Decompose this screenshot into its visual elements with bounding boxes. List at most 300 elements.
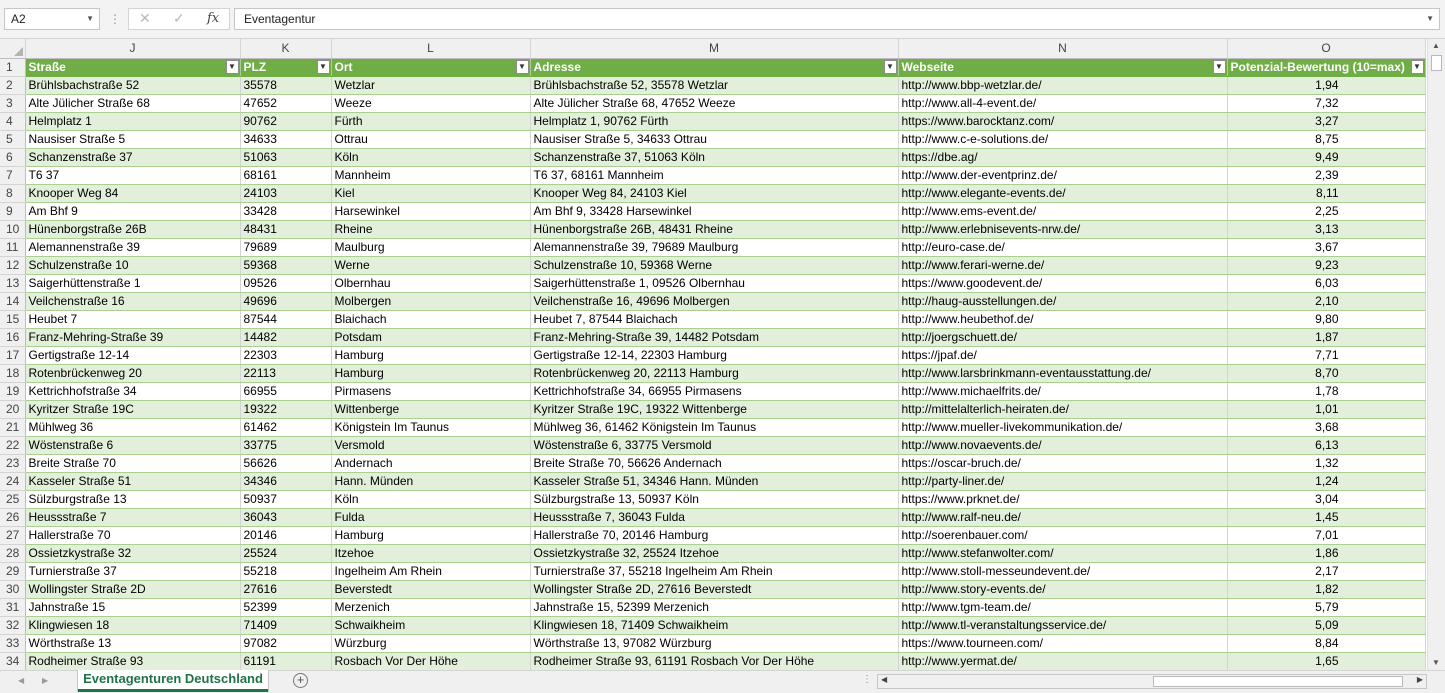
cell-webseite[interactable]: http://www.yermat.de/	[898, 652, 1227, 670]
table-row	[0, 598, 1425, 616]
cell-adresse[interactable]: Schanzenstraße 37, 51063 Köln	[530, 148, 898, 166]
cell-strasse[interactable]: Hallerstraße 70	[25, 526, 240, 544]
cell-webseite[interactable]: http://www.ferari-werne.de/	[898, 256, 1227, 274]
cell-adresse[interactable]: Heubet 7, 87544 Blaichach	[530, 310, 898, 328]
row-number[interactable]: 5	[0, 130, 25, 148]
row-number[interactable]: 24	[0, 472, 25, 490]
cell-ort[interactable]: Fürth	[331, 112, 530, 130]
cell-webseite[interactable]: http://www.elegante-events.de/	[898, 184, 1227, 202]
filter-dropdown-icon[interactable]: ▼	[884, 60, 897, 74]
header-label: Adresse	[533, 59, 581, 74]
next-sheet-icon[interactable]: ▶	[42, 676, 49, 685]
table-row	[0, 400, 1425, 418]
row-number[interactable]: 10	[0, 220, 25, 238]
cell-adresse[interactable]: Turnierstraße 37, 55218 Ingelheim Am Rhein	[530, 562, 898, 580]
header-cell-strasse[interactable]	[25, 58, 240, 76]
select-all-button[interactable]	[0, 39, 25, 58]
cell-plz[interactable]: 22303	[240, 346, 331, 364]
filter-dropdown-icon[interactable]: ▼	[226, 60, 239, 74]
sheet-table	[0, 39, 1426, 670]
cell-bewertung[interactable]: 9,49	[1227, 148, 1425, 166]
header-cell-adresse[interactable]	[530, 58, 898, 76]
cell-ort[interactable]: Kiel	[331, 184, 530, 202]
cell-plz[interactable]: 61191	[240, 652, 331, 670]
cell-bewertung[interactable]: 2,39	[1227, 166, 1425, 184]
table-row	[0, 562, 1425, 580]
row-number[interactable]: 31	[0, 598, 25, 616]
cell-strasse[interactable]: Mühlweg 36	[25, 418, 240, 436]
table-row	[0, 76, 1425, 94]
cell-plz[interactable]: 34633	[240, 130, 331, 148]
row-number[interactable]: 19	[0, 382, 25, 400]
cell-ort[interactable]: Harsewinkel	[331, 202, 530, 220]
cell-plz[interactable]: 56626	[240, 454, 331, 472]
cell-ort[interactable]: Hamburg	[331, 526, 530, 544]
cell-ort[interactable]: Olbernhau	[331, 274, 530, 292]
cell-ort[interactable]: Potsdam	[331, 328, 530, 346]
cell-plz[interactable]: 14482	[240, 328, 331, 346]
cell-strasse[interactable]: Alte Jülicher Straße 68	[25, 94, 240, 112]
cell-bewertung[interactable]: 1,24	[1227, 472, 1425, 490]
row-number[interactable]: 6	[0, 148, 25, 166]
cell-webseite[interactable]: http://www.erlebnisevents-nrw.de/	[898, 220, 1227, 238]
cell-webseite[interactable]: http://soerenbauer.com/	[898, 526, 1227, 544]
filter-dropdown-icon[interactable]: ▼	[516, 60, 529, 74]
cell-ort[interactable]: Itzehoe	[331, 544, 530, 562]
cell-bewertung[interactable]: 8,75	[1227, 130, 1425, 148]
cell-adresse[interactable]: Kyritzer Straße 19C, 19322 Wittenberge	[530, 400, 898, 418]
cell-adresse[interactable]: Wollingster Straße 2D, 27616 Beverstedt	[530, 580, 898, 598]
cell-webseite[interactable]: https://jpaf.de/	[898, 346, 1227, 364]
cell-webseite[interactable]: http://www.tgm-team.de/	[898, 598, 1227, 616]
cell-plz[interactable]: 25524	[240, 544, 331, 562]
row-number[interactable]: 4	[0, 112, 25, 130]
table-row	[0, 310, 1425, 328]
more-options-icon[interactable]: ⋮	[109, 12, 120, 26]
cell-plz[interactable]: 59368	[240, 256, 331, 274]
cell-adresse[interactable]: Schulzenstraße 10, 59368 Werne	[530, 256, 898, 274]
table-row	[0, 364, 1425, 382]
cell-plz[interactable]: 20146	[240, 526, 331, 544]
cell-webseite[interactable]: http://www.all-4-event.de/	[898, 94, 1227, 112]
filter-dropdown-icon[interactable]: ▼	[317, 60, 330, 74]
cell-strasse[interactable]: Sülzburgstraße 13	[25, 490, 240, 508]
cell-webseite[interactable]: http://www.ems-event.de/	[898, 202, 1227, 220]
cell-adresse[interactable]: Kasseler Straße 51, 34346 Hann. Münden	[530, 472, 898, 490]
row-number[interactable]: 21	[0, 418, 25, 436]
cell-strasse[interactable]: Heussstraße 7	[25, 508, 240, 526]
scroll-left-icon[interactable]: ◀	[881, 675, 888, 684]
cell-strasse[interactable]: Saigerhüttenstraße 1	[25, 274, 240, 292]
cell-ort[interactable]: Hamburg	[331, 346, 530, 364]
cell-webseite[interactable]: https://oscar-bruch.de/	[898, 454, 1227, 472]
column-header-j[interactable]: J	[25, 39, 240, 58]
cell-bewertung[interactable]: 7,01	[1227, 526, 1425, 544]
cell-plz[interactable]: 52399	[240, 598, 331, 616]
cell-strasse[interactable]: Wollingster Straße 2D	[25, 580, 240, 598]
cell-webseite[interactable]: http://www.story-events.de/	[898, 580, 1227, 598]
cell-strasse[interactable]: Hünenborgstraße 26B	[25, 220, 240, 238]
row-number[interactable]: 1	[0, 58, 25, 76]
insert-function-icon[interactable]: fx	[207, 11, 220, 26]
cell-adresse[interactable]: Nausiser Straße 5, 34633 Ottrau	[530, 130, 898, 148]
table-row	[0, 166, 1425, 184]
header-cell-bewertung[interactable]	[1227, 58, 1425, 76]
row-number[interactable]: 22	[0, 436, 25, 454]
cell-bewertung[interactable]: 1,94	[1227, 76, 1425, 94]
chevron-down-icon[interactable]: ▼	[86, 14, 94, 23]
row-number[interactable]: 14	[0, 292, 25, 310]
cell-plz[interactable]: 51063	[240, 148, 331, 166]
cell-webseite[interactable]: http://www.bbp-wetzlar.de/	[898, 76, 1227, 94]
cell-webseite[interactable]: http://www.mueller-livekommunikation.de/	[898, 418, 1227, 436]
cell-bewertung[interactable]: 6,13	[1227, 436, 1425, 454]
cell-bewertung[interactable]: 8,11	[1227, 184, 1425, 202]
cell-ort[interactable]: Wittenberge	[331, 400, 530, 418]
cell-webseite[interactable]: http://party-liner.de/	[898, 472, 1227, 490]
cell-adresse[interactable]: Jahnstraße 15, 52399 Merzenich	[530, 598, 898, 616]
cell-plz[interactable]: 09526	[240, 274, 331, 292]
cell-bewertung[interactable]: 3,13	[1227, 220, 1425, 238]
cell-strasse[interactable]: Kettrichhofstraße 34	[25, 382, 240, 400]
cell-webseite[interactable]: http://www.stefanwolter.com/	[898, 544, 1227, 562]
cell-plz[interactable]: 49696	[240, 292, 331, 310]
cell-bewertung[interactable]: 5,09	[1227, 616, 1425, 634]
cell-adresse[interactable]: Heussstraße 7, 36043 Fulda	[530, 508, 898, 526]
cell-bewertung[interactable]: 2,10	[1227, 292, 1425, 310]
cell-adresse[interactable]: Am Bhf 9, 33428 Harsewinkel	[530, 202, 898, 220]
cell-bewertung[interactable]: 8,84	[1227, 634, 1425, 652]
row-number[interactable]: 25	[0, 490, 25, 508]
cell-webseite[interactable]: https://www.barocktanz.com/	[898, 112, 1227, 130]
cell-webseite[interactable]: http://joergschuett.de/	[898, 328, 1227, 346]
sheet-tab-eventagenturen[interactable]: Eventagenturen Deutschland	[78, 670, 268, 692]
cell-plz[interactable]: 87544	[240, 310, 331, 328]
cell-plz[interactable]: 35578	[240, 76, 331, 94]
scroll-down-icon[interactable]: ▼	[1432, 658, 1440, 667]
cell-strasse[interactable]: Wörthstraße 13	[25, 634, 240, 652]
row-number[interactable]: 23	[0, 454, 25, 472]
cell-ort[interactable]: Mannheim	[331, 166, 530, 184]
cell-plz[interactable]: 36043	[240, 508, 331, 526]
cell-strasse[interactable]: Schanzenstraße 37	[25, 148, 240, 166]
cell-bewertung[interactable]: 2,25	[1227, 202, 1425, 220]
cell-ort[interactable]: Ottrau	[331, 130, 530, 148]
table-header-row	[0, 58, 1425, 76]
cell-plz[interactable]: 19322	[240, 400, 331, 418]
cell-adresse[interactable]: Rodheimer Straße 93, 61191 Rosbach Vor Der Höhe	[530, 652, 898, 670]
row-number[interactable]: 20	[0, 400, 25, 418]
cell-adresse[interactable]: Gertigstraße 12-14, 22303 Hamburg	[530, 346, 898, 364]
cell-ort[interactable]: Molbergen	[331, 292, 530, 310]
cell-ort[interactable]: Hamburg	[331, 364, 530, 382]
cell-ort[interactable]: Andernach	[331, 454, 530, 472]
row-number[interactable]: 30	[0, 580, 25, 598]
cell-ort[interactable]: Versmold	[331, 436, 530, 454]
table-row	[0, 382, 1425, 400]
table-row	[0, 472, 1425, 490]
cell-bewertung[interactable]: 1,32	[1227, 454, 1425, 472]
cell-adresse[interactable]: Brühlsbachstraße 52, 35578 Wetzlar	[530, 76, 898, 94]
table-row	[0, 274, 1425, 292]
cell-strasse[interactable]: Turnierstraße 37	[25, 562, 240, 580]
cell-adresse[interactable]: Rotenbrückenweg 20, 22113 Hamburg	[530, 364, 898, 382]
cell-webseite[interactable]: http://www.ralf-neu.de/	[898, 508, 1227, 526]
horizontal-scroll-thumb[interactable]	[1153, 676, 1403, 687]
filter-dropdown-icon[interactable]: ▼	[1213, 60, 1226, 74]
cell-adresse[interactable]: Alemannenstraße 39, 79689 Maulburg	[530, 238, 898, 256]
row-number[interactable]: 17	[0, 346, 25, 364]
cell-plz[interactable]: 79689	[240, 238, 331, 256]
cell-strasse[interactable]: Kyritzer Straße 19C	[25, 400, 240, 418]
row-number[interactable]: 29	[0, 562, 25, 580]
cell-webseite[interactable]: http://mittelalterlich-heiraten.de/	[898, 400, 1227, 418]
row-number[interactable]: 3	[0, 94, 25, 112]
row-number[interactable]: 7	[0, 166, 25, 184]
cell-plz[interactable]: 50937	[240, 490, 331, 508]
cell-strasse[interactable]: Klingwiesen 18	[25, 616, 240, 634]
cell-ort[interactable]: Schwaikheim	[331, 616, 530, 634]
spreadsheet-grid[interactable]	[0, 39, 1427, 670]
cell-strasse[interactable]: Wöstenstraße 6	[25, 436, 240, 454]
add-sheet-icon[interactable]: +	[293, 673, 308, 688]
cell-plz[interactable]: 90762	[240, 112, 331, 130]
cell-adresse[interactable]: Klingwiesen 18, 71409 Schwaikheim	[530, 616, 898, 634]
row-number[interactable]: 27	[0, 526, 25, 544]
cell-ort[interactable]: Blaichach	[331, 310, 530, 328]
table-row	[0, 148, 1425, 166]
cell-ort[interactable]: Köln	[331, 148, 530, 166]
cell-bewertung[interactable]: 3,67	[1227, 238, 1425, 256]
cell-plz[interactable]: 33428	[240, 202, 331, 220]
column-header-k[interactable]: K	[240, 39, 331, 58]
cell-webseite[interactable]: https://dbe.ag/	[898, 148, 1227, 166]
cell-bewertung[interactable]: 7,71	[1227, 346, 1425, 364]
cell-webseite[interactable]: http://www.michaelfrits.de/	[898, 382, 1227, 400]
cell-strasse[interactable]: Breite Straße 70	[25, 454, 240, 472]
cell-bewertung[interactable]: 5,79	[1227, 598, 1425, 616]
cell-strasse[interactable]: Rotenbrückenweg 20	[25, 364, 240, 382]
filter-dropdown-icon[interactable]: ▼	[1411, 60, 1424, 74]
cell-plz[interactable]: 27616	[240, 580, 331, 598]
cell-ort[interactable]: Rosbach Vor Der Höhe	[331, 652, 530, 670]
cell-strasse[interactable]: T6 37	[25, 166, 240, 184]
row-number[interactable]: 34	[0, 652, 25, 670]
row-number[interactable]: 18	[0, 364, 25, 382]
scroll-up-icon[interactable]: ▲	[1432, 41, 1440, 50]
cell-plz[interactable]: 71409	[240, 616, 331, 634]
table-row	[0, 112, 1425, 130]
cell-plz[interactable]: 66955	[240, 382, 331, 400]
row-number[interactable]: 33	[0, 634, 25, 652]
cell-ort[interactable]: Merzenich	[331, 598, 530, 616]
column-header-l[interactable]: L	[331, 39, 530, 58]
cell-ort[interactable]: Beverstedt	[331, 580, 530, 598]
cell-adresse[interactable]: Breite Straße 70, 56626 Andernach	[530, 454, 898, 472]
cell-adresse[interactable]: Kettrichhofstraße 34, 66955 Pirmasens	[530, 382, 898, 400]
cell-bewertung[interactable]: 3,04	[1227, 490, 1425, 508]
cell-strasse[interactable]: Helmplatz 1	[25, 112, 240, 130]
row-number[interactable]: 32	[0, 616, 25, 634]
cell-bewertung[interactable]: 8,70	[1227, 364, 1425, 382]
cell-adresse[interactable]: Wörthstraße 13, 97082 Würzburg	[530, 634, 898, 652]
cell-ort[interactable]: Maulburg	[331, 238, 530, 256]
cell-adresse[interactable]: Alte Jülicher Straße 68, 47652 Weeze	[530, 94, 898, 112]
cell-bewertung[interactable]: 9,80	[1227, 310, 1425, 328]
cell-strasse[interactable]: Heubet 7	[25, 310, 240, 328]
cell-webseite[interactable]: https://www.prknet.de/	[898, 490, 1227, 508]
header-cell-webseite[interactable]	[898, 58, 1227, 76]
cell-strasse[interactable]: Schulzenstraße 10	[25, 256, 240, 274]
cell-bewertung[interactable]: 1,65	[1227, 652, 1425, 670]
column-header-m[interactable]: M	[530, 39, 898, 58]
cell-bewertung[interactable]: 7,32	[1227, 94, 1425, 112]
tab-split-handle-icon[interactable]: ⋮	[862, 674, 872, 685]
cell-bewertung[interactable]: 1,87	[1227, 328, 1425, 346]
cell-strasse[interactable]: Nausiser Straße 5	[25, 130, 240, 148]
cell-adresse[interactable]: Knooper Weg 84, 24103 Kiel	[530, 184, 898, 202]
row-number[interactable]: 15	[0, 310, 25, 328]
cell-strasse[interactable]: Am Bhf 9	[25, 202, 240, 220]
cell-bewertung[interactable]: 1,82	[1227, 580, 1425, 598]
cell-bewertung[interactable]: 1,01	[1227, 400, 1425, 418]
cell-webseite[interactable]: http://www.tl-veranstaltungsservice.de/	[898, 616, 1227, 634]
cell-ort[interactable]: Fulda	[331, 508, 530, 526]
row-number[interactable]: 9	[0, 202, 25, 220]
cell-ort[interactable]: Rheine	[331, 220, 530, 238]
row-number[interactable]: 16	[0, 328, 25, 346]
table-row	[0, 256, 1425, 274]
horizontal-scrollbar[interactable]	[877, 674, 1427, 689]
cell-webseite[interactable]: http://www.novaevents.de/	[898, 436, 1227, 454]
cell-bewertung[interactable]: 1,45	[1227, 508, 1425, 526]
cancel-icon[interactable]: ✕	[139, 10, 151, 26]
enter-icon[interactable]: ✓	[173, 10, 185, 26]
cell-ort[interactable]: Wetzlar	[331, 76, 530, 94]
table-row	[0, 616, 1425, 634]
name-box-value: A2	[11, 12, 26, 26]
expand-formula-bar-icon[interactable]: ▼	[1426, 14, 1434, 23]
cell-plz[interactable]: 47652	[240, 94, 331, 112]
previous-sheet-icon[interactable]: ◀	[18, 676, 25, 685]
cell-strasse[interactable]: Jahnstraße 15	[25, 598, 240, 616]
cell-bewertung[interactable]: 3,27	[1227, 112, 1425, 130]
row-number[interactable]: 26	[0, 508, 25, 526]
cell-strasse[interactable]: Kasseler Straße 51	[25, 472, 240, 490]
cell-strasse[interactable]: Veilchenstraße 16	[25, 292, 240, 310]
cell-plz[interactable]: 48431	[240, 220, 331, 238]
table-row	[0, 130, 1425, 148]
cell-plz[interactable]: 33775	[240, 436, 331, 454]
row-number[interactable]: 8	[0, 184, 25, 202]
cell-ort[interactable]: Weeze	[331, 94, 530, 112]
cell-ort[interactable]: Würzburg	[331, 634, 530, 652]
cell-ort[interactable]: Werne	[331, 256, 530, 274]
column-header-o[interactable]: O	[1227, 39, 1425, 58]
formula-buttons	[128, 8, 230, 30]
table-row	[0, 292, 1425, 310]
cell-adresse[interactable]: Saigerhüttenstraße 1, 09526 Olbernhau	[530, 274, 898, 292]
cell-strasse[interactable]: Gertigstraße 12-14	[25, 346, 240, 364]
cell-webseite[interactable]: https://www.tourneen.com/	[898, 634, 1227, 652]
cell-strasse[interactable]: Franz-Mehring-Straße 39	[25, 328, 240, 346]
cell-strasse[interactable]: Brühlsbachstraße 52	[25, 76, 240, 94]
column-header-n[interactable]: N	[898, 39, 1227, 58]
cell-ort[interactable]: Königstein Im Taunus	[331, 418, 530, 436]
cell-adresse[interactable]: Franz-Mehring-Straße 39, 14482 Potsdam	[530, 328, 898, 346]
cell-ort[interactable]: Pirmasens	[331, 382, 530, 400]
cell-strasse[interactable]: Alemannenstraße 39	[25, 238, 240, 256]
cell-webseite[interactable]: http://www.heubethof.de/	[898, 310, 1227, 328]
cell-adresse[interactable]: Hünenborgstraße 26B, 48431 Rheine	[530, 220, 898, 238]
cell-ort[interactable]: Ingelheim Am Rhein	[331, 562, 530, 580]
row-number[interactable]: 13	[0, 274, 25, 292]
cell-adresse[interactable]: T6 37, 68161 Mannheim	[530, 166, 898, 184]
cell-adresse[interactable]: Ossietzkystraße 32, 25524 Itzehoe	[530, 544, 898, 562]
vertical-scrollbar[interactable]	[1427, 39, 1445, 670]
cell-ort[interactable]: Hann. Münden	[331, 472, 530, 490]
cell-strasse[interactable]: Knooper Weg 84	[25, 184, 240, 202]
vertical-scroll-thumb[interactable]	[1431, 55, 1442, 71]
cell-plz[interactable]: 34346	[240, 472, 331, 490]
cell-webseite[interactable]: http://euro-case.de/	[898, 238, 1227, 256]
cell-plz[interactable]: 97082	[240, 634, 331, 652]
cell-webseite[interactable]: http://www.der-eventprinz.de/	[898, 166, 1227, 184]
cell-webseite[interactable]: http://www.stoll-messeundevent.de/	[898, 562, 1227, 580]
table-row	[0, 418, 1425, 436]
cell-webseite[interactable]: https://www.goodevent.de/	[898, 274, 1227, 292]
cell-strasse[interactable]: Rodheimer Straße 93	[25, 652, 240, 670]
name-box[interactable]	[4, 8, 100, 30]
table-row	[0, 202, 1425, 220]
cell-webseite[interactable]: http://www.c-e-solutions.de/	[898, 130, 1227, 148]
row-number[interactable]: 2	[0, 76, 25, 94]
formula-input[interactable]	[234, 8, 1440, 30]
cell-plz[interactable]: 68161	[240, 166, 331, 184]
cell-adresse[interactable]: Hallerstraße 70, 20146 Hamburg	[530, 526, 898, 544]
cell-bewertung[interactable]: 1,78	[1227, 382, 1425, 400]
cell-plz[interactable]: 55218	[240, 562, 331, 580]
scroll-right-icon[interactable]: ▶	[1416, 675, 1423, 684]
cell-bewertung[interactable]: 9,23	[1227, 256, 1425, 274]
cell-plz[interactable]: 61462	[240, 418, 331, 436]
cell-adresse[interactable]: Veilchenstraße 16, 49696 Molbergen	[530, 292, 898, 310]
cell-webseite[interactable]: http://haug-ausstellungen.de/	[898, 292, 1227, 310]
cell-adresse[interactable]: Helmplatz 1, 90762 Fürth	[530, 112, 898, 130]
cell-adresse[interactable]: Wöstenstraße 6, 33775 Versmold	[530, 436, 898, 454]
cell-bewertung[interactable]: 3,68	[1227, 418, 1425, 436]
cell-plz[interactable]: 24103	[240, 184, 331, 202]
table-row	[0, 220, 1425, 238]
table-row	[0, 184, 1425, 202]
header-cell-ort[interactable]	[331, 58, 530, 76]
cell-strasse[interactable]: Ossietzkystraße 32	[25, 544, 240, 562]
cell-adresse[interactable]: Mühlweg 36, 61462 Königstein Im Taunus	[530, 418, 898, 436]
row-number[interactable]: 12	[0, 256, 25, 274]
cell-bewertung[interactable]: 2,17	[1227, 562, 1425, 580]
table-row	[0, 328, 1425, 346]
cell-bewertung[interactable]: 1,86	[1227, 544, 1425, 562]
table-row	[0, 346, 1425, 364]
cell-bewertung[interactable]: 6,03	[1227, 274, 1425, 292]
cell-ort[interactable]: Köln	[331, 490, 530, 508]
cell-plz[interactable]: 22113	[240, 364, 331, 382]
row-number[interactable]: 28	[0, 544, 25, 562]
header-cell-plz[interactable]	[240, 58, 331, 76]
cell-webseite[interactable]: http://www.larsbrinkmann-eventausstattung.de/	[898, 364, 1227, 382]
row-number[interactable]: 11	[0, 238, 25, 256]
cell-adresse[interactable]: Sülzburgstraße 13, 50937 Köln	[530, 490, 898, 508]
